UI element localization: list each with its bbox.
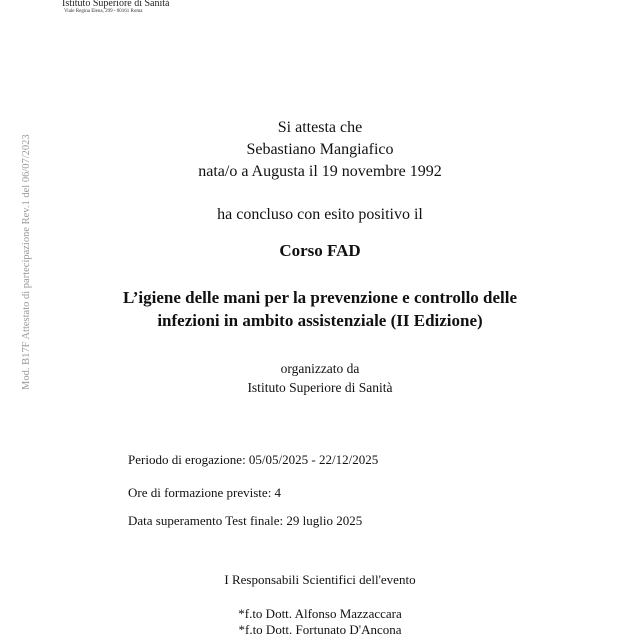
institute-name: Istituto Superiore di Sanità (62, 0, 170, 9)
institute-address: Viale Regina Elena, 299 - 00161 Roma (64, 9, 143, 14)
organized-by-label: organizzato da (280, 361, 360, 376)
intro-text: Si attesta che (277, 119, 363, 136)
birth-info: nata/o a Augusta il 19 novembre 1992 (198, 163, 442, 180)
participant-name: Sebastiano Mangiafico (246, 141, 394, 158)
test-date-detail: Data superamento Test finale: 29 luglio 2025 (128, 513, 363, 528)
signer-1: *f.to Dott. Alfonso Mazzaccara (238, 606, 402, 621)
course-title-line2: infezioni in ambito assistenziale (II Edizione) (157, 311, 483, 330)
course-type: Corso FAD (279, 241, 361, 260)
organizer-name: Istituto Superiore di Sanità (247, 380, 393, 395)
signatures-heading: I Responsabili Scientifici dell'evento (224, 572, 416, 587)
completion-text: ha concluso con esito positivo il (217, 206, 423, 223)
course-title-line1: L’igiene delle mani per la prevenzione e controllo delle (122, 288, 518, 307)
period-detail: Periodo di erogazione: 05/05/2025 - 22/12/2025 (128, 452, 379, 467)
hours-detail: Ore di formazione previste: 4 (128, 485, 282, 500)
form-code-label: Mod. B17F Attestato di partecipazione Rev.1 del 06/07/2023 (21, 134, 32, 390)
signer-2: *f.to Dott. Fortunato D'Ancona (238, 622, 402, 637)
